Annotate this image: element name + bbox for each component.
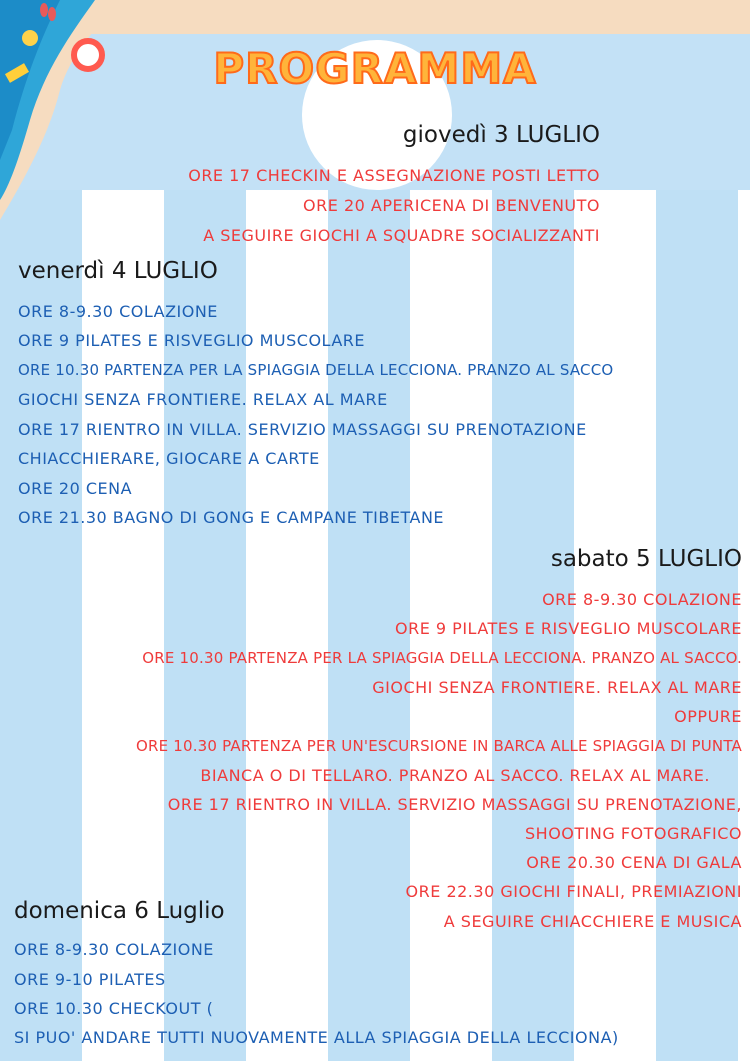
schedule-line: BIANCA O DI TELLARO. PRANZO AL SACCO. RELAX AL MARE. [200, 766, 710, 785]
schedule-line: ORE 10.30 CHECKOUT ( [14, 999, 214, 1018]
schedule-line: A SEGUIRE CHIACCHIERE E MUSICA [443, 912, 742, 931]
schedule-line: ORE 17 RIENTRO IN VILLA. SERVIZIO MASSAGGI SU PRENOTAZIONE, [167, 795, 742, 814]
schedule-line: ORE 8-9.30 COLAZIONE [14, 940, 214, 959]
schedule-line: ORE 20 APERICENA DI BENVENUTO [303, 196, 600, 215]
day-heading-sunday: domenica 6 Luglio [14, 898, 225, 924]
schedule-line: ORE 9 PILATES E RISVEGLIO MUSCOLARE [18, 331, 365, 350]
day-heading-saturday: sabato 5 LUGLIO [550, 546, 742, 572]
beach-illustration [0, 0, 210, 220]
schedule-line: OPPURE [674, 707, 742, 726]
schedule-line: ORE 8-9.30 COLAZIONE [18, 302, 218, 321]
day-heading-thursday: giovedì 3 LUGLIO [402, 122, 600, 148]
schedule-line: ORE 10.30 PARTENZA PER LA SPIAGGIA DELLA LECCIONA. PRANZO AL SACCO. [142, 649, 742, 667]
page-title: PROGRAMMA [213, 44, 537, 93]
schedule-line: SHOOTING FOTOGRAFICO [525, 824, 742, 843]
schedule-line: ORE 21.30 BAGNO DI GONG E CAMPANE TIBETANE [18, 508, 445, 527]
schedule-line: ORE 20 CENA [18, 479, 133, 498]
schedule-line: SI PUO' ANDARE TUTTI NUOVAMENTE ALLA SPIAGGIA DELLA LECCIONA) [14, 1028, 619, 1047]
day-heading-friday: venerdì 4 LUGLIO [18, 258, 218, 284]
schedule-line: GIOCHI SENZA FRONTIERE. RELAX AL MARE [18, 390, 388, 409]
schedule-line: ORE 9 PILATES E RISVEGLIO MUSCOLARE [395, 619, 742, 638]
schedule-line: ORE 17 CHECKIN E ASSEGNAZIONE POSTI LETTO [188, 166, 600, 185]
schedule-line: ORE 9-10 PILATES [14, 970, 166, 989]
schedule-line: ORE 10.30 PARTENZA PER LA SPIAGGIA DELLA LECCIONA. PRANZO AL SACCO [18, 361, 614, 379]
schedule-line: ORE 17 RIENTRO IN VILLA. SERVIZIO MASSAGGI SU PRENOTAZIONE [18, 420, 587, 439]
schedule-line: GIOCHI SENZA FRONTIERE. RELAX AL MARE [372, 678, 742, 697]
schedule-line: CHIACCHIERARE, GIOCARE A CARTE [18, 449, 320, 468]
schedule-line: ORE 22.30 GIOCHI FINALI, PREMIAZIONI [405, 882, 742, 901]
schedule-line: A SEGUIRE GIOCHI A SQUADRE SOCIALIZZANTI [203, 226, 600, 245]
schedule-line: ORE 20.30 CENA DI GALA [526, 853, 742, 872]
schedule-line: ORE 10.30 PARTENZA PER UN'ESCURSIONE IN BARCA ALLE SPIAGGIA DI PUNTA [135, 737, 742, 755]
schedule-line: ORE 8-9.30 COLAZIONE [542, 590, 742, 609]
